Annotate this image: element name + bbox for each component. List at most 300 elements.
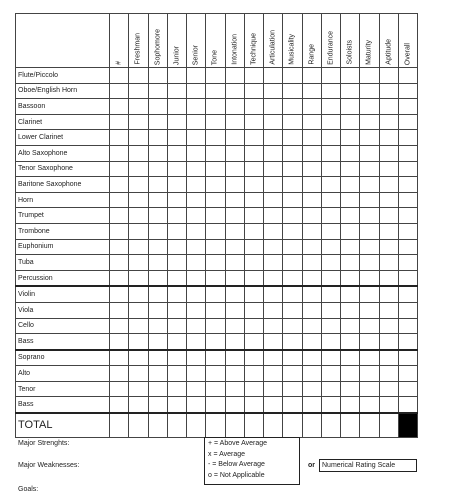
rating-cell[interactable] <box>321 286 340 302</box>
rating-cell[interactable] <box>187 255 206 271</box>
rating-cell[interactable] <box>341 83 360 99</box>
rating-cell[interactable] <box>283 270 302 286</box>
rating-cell[interactable] <box>398 270 417 286</box>
rating-cell[interactable] <box>341 366 360 382</box>
rating-cell[interactable] <box>302 99 321 115</box>
rating-cell[interactable] <box>110 223 129 239</box>
rating-cell[interactable] <box>225 286 244 302</box>
rating-cell[interactable] <box>379 130 398 146</box>
rating-cell[interactable] <box>283 239 302 255</box>
rating-cell[interactable] <box>167 302 186 318</box>
rating-cell[interactable] <box>244 208 263 224</box>
rating-cell[interactable] <box>206 302 225 318</box>
rating-cell[interactable] <box>148 397 167 413</box>
rating-cell[interactable] <box>321 270 340 286</box>
rating-cell[interactable] <box>110 130 129 146</box>
rating-cell[interactable] <box>206 286 225 302</box>
rating-cell[interactable] <box>244 192 263 208</box>
rating-cell[interactable] <box>302 318 321 334</box>
rating-cell[interactable] <box>206 366 225 382</box>
rating-cell[interactable] <box>379 286 398 302</box>
rating-cell[interactable] <box>264 350 283 366</box>
rating-cell[interactable] <box>110 161 129 177</box>
rating-cell[interactable] <box>302 177 321 193</box>
rating-cell[interactable] <box>187 350 206 366</box>
rating-cell[interactable] <box>110 192 129 208</box>
rating-cell[interactable] <box>129 208 148 224</box>
rating-cell[interactable] <box>148 302 167 318</box>
rating-cell[interactable] <box>264 334 283 350</box>
rating-cell[interactable] <box>148 68 167 84</box>
rating-cell[interactable] <box>244 99 263 115</box>
rating-cell[interactable] <box>244 161 263 177</box>
rating-cell[interactable] <box>264 208 283 224</box>
rating-cell[interactable] <box>167 99 186 115</box>
rating-cell[interactable] <box>129 286 148 302</box>
rating-cell[interactable] <box>398 177 417 193</box>
rating-cell[interactable] <box>187 68 206 84</box>
rating-cell[interactable] <box>360 99 379 115</box>
rating-cell[interactable] <box>244 255 263 271</box>
total-cell[interactable] <box>360 413 379 438</box>
rating-cell[interactable] <box>398 334 417 350</box>
rating-cell[interactable] <box>379 114 398 130</box>
rating-cell[interactable] <box>283 318 302 334</box>
rating-cell[interactable] <box>148 255 167 271</box>
rating-cell[interactable] <box>225 223 244 239</box>
rating-cell[interactable] <box>129 397 148 413</box>
rating-cell[interactable] <box>110 255 129 271</box>
rating-cell[interactable] <box>187 177 206 193</box>
rating-cell[interactable] <box>321 223 340 239</box>
rating-cell[interactable] <box>187 99 206 115</box>
total-cell[interactable] <box>321 413 340 438</box>
rating-cell[interactable] <box>110 177 129 193</box>
rating-cell[interactable] <box>187 145 206 161</box>
rating-cell[interactable] <box>379 318 398 334</box>
rating-cell[interactable] <box>225 177 244 193</box>
rating-cell[interactable] <box>206 239 225 255</box>
rating-cell[interactable] <box>360 286 379 302</box>
rating-cell[interactable] <box>167 318 186 334</box>
rating-cell[interactable] <box>398 318 417 334</box>
rating-cell[interactable] <box>264 192 283 208</box>
rating-cell[interactable] <box>283 350 302 366</box>
rating-cell[interactable] <box>398 83 417 99</box>
rating-cell[interactable] <box>129 381 148 397</box>
rating-cell[interactable] <box>341 350 360 366</box>
rating-cell[interactable] <box>206 161 225 177</box>
rating-cell[interactable] <box>148 318 167 334</box>
rating-cell[interactable] <box>206 334 225 350</box>
rating-cell[interactable] <box>379 177 398 193</box>
rating-cell[interactable] <box>167 286 186 302</box>
rating-cell[interactable] <box>148 350 167 366</box>
rating-cell[interactable] <box>341 302 360 318</box>
rating-cell[interactable] <box>398 192 417 208</box>
rating-cell[interactable] <box>283 99 302 115</box>
total-cell[interactable] <box>225 413 244 438</box>
rating-cell[interactable] <box>244 381 263 397</box>
rating-cell[interactable] <box>167 177 186 193</box>
total-cell[interactable] <box>187 413 206 438</box>
rating-cell[interactable] <box>302 145 321 161</box>
rating-cell[interactable] <box>379 270 398 286</box>
rating-cell[interactable] <box>283 83 302 99</box>
rating-cell[interactable] <box>187 239 206 255</box>
rating-cell[interactable] <box>302 397 321 413</box>
rating-cell[interactable] <box>302 114 321 130</box>
rating-cell[interactable] <box>167 83 186 99</box>
rating-cell[interactable] <box>110 239 129 255</box>
rating-cell[interactable] <box>264 161 283 177</box>
rating-cell[interactable] <box>321 99 340 115</box>
rating-cell[interactable] <box>264 223 283 239</box>
rating-cell[interactable] <box>360 381 379 397</box>
rating-cell[interactable] <box>341 255 360 271</box>
rating-cell[interactable] <box>302 255 321 271</box>
rating-cell[interactable] <box>321 334 340 350</box>
rating-cell[interactable] <box>302 130 321 146</box>
rating-cell[interactable] <box>129 130 148 146</box>
rating-cell[interactable] <box>360 145 379 161</box>
rating-cell[interactable] <box>302 286 321 302</box>
rating-cell[interactable] <box>398 223 417 239</box>
rating-cell[interactable] <box>379 83 398 99</box>
rating-cell[interactable] <box>341 397 360 413</box>
rating-cell[interactable] <box>360 318 379 334</box>
rating-cell[interactable] <box>264 366 283 382</box>
rating-cell[interactable] <box>206 270 225 286</box>
rating-cell[interactable] <box>187 208 206 224</box>
rating-cell[interactable] <box>206 223 225 239</box>
rating-cell[interactable] <box>302 381 321 397</box>
rating-cell[interactable] <box>283 302 302 318</box>
rating-cell[interactable] <box>225 302 244 318</box>
rating-cell[interactable] <box>129 192 148 208</box>
rating-cell[interactable] <box>264 239 283 255</box>
rating-cell[interactable] <box>341 177 360 193</box>
rating-cell[interactable] <box>110 83 129 99</box>
rating-cell[interactable] <box>302 366 321 382</box>
rating-cell[interactable] <box>264 255 283 271</box>
rating-cell[interactable] <box>283 366 302 382</box>
rating-cell[interactable] <box>148 223 167 239</box>
rating-cell[interactable] <box>225 255 244 271</box>
rating-cell[interactable] <box>129 114 148 130</box>
rating-cell[interactable] <box>341 223 360 239</box>
rating-cell[interactable] <box>225 114 244 130</box>
rating-cell[interactable] <box>206 114 225 130</box>
rating-cell[interactable] <box>321 381 340 397</box>
rating-cell[interactable] <box>148 161 167 177</box>
rating-cell[interactable] <box>398 161 417 177</box>
rating-cell[interactable] <box>225 99 244 115</box>
rating-cell[interactable] <box>148 177 167 193</box>
rating-cell[interactable] <box>244 318 263 334</box>
rating-cell[interactable] <box>341 334 360 350</box>
rating-cell[interactable] <box>148 192 167 208</box>
rating-cell[interactable] <box>187 130 206 146</box>
rating-cell[interactable] <box>398 397 417 413</box>
rating-cell[interactable] <box>283 161 302 177</box>
rating-cell[interactable] <box>264 286 283 302</box>
rating-cell[interactable] <box>187 286 206 302</box>
rating-cell[interactable] <box>129 255 148 271</box>
rating-cell[interactable] <box>264 397 283 413</box>
rating-cell[interactable] <box>283 114 302 130</box>
rating-cell[interactable] <box>379 192 398 208</box>
rating-cell[interactable] <box>321 350 340 366</box>
rating-cell[interactable] <box>148 270 167 286</box>
rating-cell[interactable] <box>167 239 186 255</box>
rating-cell[interactable] <box>321 239 340 255</box>
rating-cell[interactable] <box>110 302 129 318</box>
rating-cell[interactable] <box>283 381 302 397</box>
rating-cell[interactable] <box>110 99 129 115</box>
rating-cell[interactable] <box>302 223 321 239</box>
rating-cell[interactable] <box>360 223 379 239</box>
rating-cell[interactable] <box>341 130 360 146</box>
total-cell[interactable] <box>206 413 225 438</box>
rating-cell[interactable] <box>341 270 360 286</box>
rating-cell[interactable] <box>225 381 244 397</box>
rating-cell[interactable] <box>110 114 129 130</box>
rating-cell[interactable] <box>283 334 302 350</box>
rating-cell[interactable] <box>321 302 340 318</box>
rating-cell[interactable] <box>129 83 148 99</box>
rating-cell[interactable] <box>360 177 379 193</box>
rating-cell[interactable] <box>283 286 302 302</box>
rating-cell[interactable] <box>129 68 148 84</box>
rating-cell[interactable] <box>225 270 244 286</box>
rating-cell[interactable] <box>129 145 148 161</box>
rating-cell[interactable] <box>129 350 148 366</box>
rating-cell[interactable] <box>244 239 263 255</box>
rating-cell[interactable] <box>283 397 302 413</box>
rating-cell[interactable] <box>302 334 321 350</box>
rating-cell[interactable] <box>110 286 129 302</box>
rating-cell[interactable] <box>206 68 225 84</box>
rating-cell[interactable] <box>341 161 360 177</box>
rating-cell[interactable] <box>187 161 206 177</box>
rating-cell[interactable] <box>302 302 321 318</box>
rating-cell[interactable] <box>321 208 340 224</box>
rating-cell[interactable] <box>264 68 283 84</box>
rating-cell[interactable] <box>321 397 340 413</box>
rating-cell[interactable] <box>244 270 263 286</box>
rating-cell[interactable] <box>206 255 225 271</box>
rating-cell[interactable] <box>167 208 186 224</box>
rating-cell[interactable] <box>379 334 398 350</box>
rating-cell[interactable] <box>129 318 148 334</box>
rating-cell[interactable] <box>398 350 417 366</box>
rating-cell[interactable] <box>379 255 398 271</box>
rating-cell[interactable] <box>110 366 129 382</box>
rating-cell[interactable] <box>264 83 283 99</box>
rating-cell[interactable] <box>379 366 398 382</box>
rating-cell[interactable] <box>360 192 379 208</box>
rating-cell[interactable] <box>360 83 379 99</box>
rating-cell[interactable] <box>341 114 360 130</box>
rating-cell[interactable] <box>148 114 167 130</box>
rating-cell[interactable] <box>360 161 379 177</box>
rating-cell[interactable] <box>398 239 417 255</box>
rating-cell[interactable] <box>341 318 360 334</box>
rating-cell[interactable] <box>321 177 340 193</box>
rating-cell[interactable] <box>129 270 148 286</box>
rating-cell[interactable] <box>206 177 225 193</box>
rating-cell[interactable] <box>225 397 244 413</box>
rating-cell[interactable] <box>379 99 398 115</box>
rating-cell[interactable] <box>110 397 129 413</box>
rating-cell[interactable] <box>244 145 263 161</box>
rating-cell[interactable] <box>225 145 244 161</box>
rating-cell[interactable] <box>341 381 360 397</box>
rating-cell[interactable] <box>341 145 360 161</box>
rating-cell[interactable] <box>283 223 302 239</box>
rating-cell[interactable] <box>398 255 417 271</box>
rating-cell[interactable] <box>360 350 379 366</box>
rating-cell[interactable] <box>321 255 340 271</box>
rating-cell[interactable] <box>398 99 417 115</box>
rating-cell[interactable] <box>167 223 186 239</box>
rating-cell[interactable] <box>167 192 186 208</box>
total-cell[interactable] <box>167 413 186 438</box>
rating-cell[interactable] <box>264 177 283 193</box>
rating-cell[interactable] <box>398 366 417 382</box>
rating-cell[interactable] <box>148 239 167 255</box>
rating-cell[interactable] <box>379 381 398 397</box>
rating-cell[interactable] <box>379 145 398 161</box>
rating-cell[interactable] <box>129 239 148 255</box>
rating-cell[interactable] <box>302 239 321 255</box>
rating-cell[interactable] <box>398 302 417 318</box>
rating-cell[interactable] <box>110 208 129 224</box>
rating-cell[interactable] <box>187 334 206 350</box>
rating-cell[interactable] <box>167 366 186 382</box>
rating-cell[interactable] <box>244 130 263 146</box>
rating-cell[interactable] <box>225 130 244 146</box>
rating-cell[interactable] <box>187 114 206 130</box>
rating-cell[interactable] <box>264 114 283 130</box>
rating-cell[interactable] <box>148 366 167 382</box>
rating-cell[interactable] <box>167 114 186 130</box>
rating-cell[interactable] <box>283 255 302 271</box>
rating-cell[interactable] <box>110 318 129 334</box>
rating-cell[interactable] <box>225 192 244 208</box>
rating-cell[interactable] <box>129 334 148 350</box>
rating-cell[interactable] <box>398 114 417 130</box>
rating-cell[interactable] <box>379 302 398 318</box>
rating-cell[interactable] <box>321 145 340 161</box>
rating-cell[interactable] <box>148 286 167 302</box>
rating-cell[interactable] <box>283 208 302 224</box>
rating-cell[interactable] <box>110 270 129 286</box>
rating-cell[interactable] <box>398 381 417 397</box>
rating-cell[interactable] <box>148 99 167 115</box>
rating-cell[interactable] <box>225 161 244 177</box>
rating-cell[interactable] <box>321 192 340 208</box>
rating-cell[interactable] <box>225 318 244 334</box>
rating-cell[interactable] <box>167 130 186 146</box>
rating-cell[interactable] <box>167 161 186 177</box>
rating-cell[interactable] <box>321 366 340 382</box>
rating-cell[interactable] <box>206 192 225 208</box>
rating-cell[interactable] <box>244 334 263 350</box>
rating-cell[interactable] <box>206 318 225 334</box>
rating-cell[interactable] <box>129 161 148 177</box>
rating-cell[interactable] <box>360 302 379 318</box>
total-cell[interactable] <box>110 413 129 438</box>
rating-cell[interactable] <box>225 208 244 224</box>
rating-cell[interactable] <box>167 350 186 366</box>
rating-cell[interactable] <box>187 302 206 318</box>
rating-cell[interactable] <box>244 397 263 413</box>
rating-cell[interactable] <box>244 223 263 239</box>
rating-cell[interactable] <box>148 145 167 161</box>
rating-cell[interactable] <box>398 130 417 146</box>
total-cell[interactable] <box>148 413 167 438</box>
rating-cell[interactable] <box>302 161 321 177</box>
rating-cell[interactable] <box>341 208 360 224</box>
total-cell[interactable] <box>302 413 321 438</box>
rating-cell[interactable] <box>110 334 129 350</box>
rating-cell[interactable] <box>321 68 340 84</box>
rating-cell[interactable] <box>264 318 283 334</box>
rating-cell[interactable] <box>283 192 302 208</box>
rating-cell[interactable] <box>167 68 186 84</box>
rating-cell[interactable] <box>148 208 167 224</box>
rating-cell[interactable] <box>206 397 225 413</box>
rating-cell[interactable] <box>187 366 206 382</box>
rating-cell[interactable] <box>167 397 186 413</box>
rating-cell[interactable] <box>360 239 379 255</box>
rating-cell[interactable] <box>379 208 398 224</box>
rating-cell[interactable] <box>283 145 302 161</box>
rating-cell[interactable] <box>244 68 263 84</box>
rating-cell[interactable] <box>129 302 148 318</box>
rating-cell[interactable] <box>206 130 225 146</box>
rating-cell[interactable] <box>283 130 302 146</box>
rating-cell[interactable] <box>321 130 340 146</box>
rating-cell[interactable] <box>206 99 225 115</box>
rating-cell[interactable] <box>110 350 129 366</box>
total-cell[interactable] <box>283 413 302 438</box>
rating-cell[interactable] <box>360 270 379 286</box>
rating-cell[interactable] <box>360 208 379 224</box>
rating-cell[interactable] <box>360 130 379 146</box>
rating-cell[interactable] <box>360 255 379 271</box>
rating-cell[interactable] <box>379 239 398 255</box>
total-cell[interactable] <box>264 413 283 438</box>
rating-cell[interactable] <box>379 161 398 177</box>
rating-cell[interactable] <box>225 68 244 84</box>
rating-cell[interactable] <box>341 192 360 208</box>
rating-cell[interactable] <box>321 83 340 99</box>
rating-cell[interactable] <box>244 286 263 302</box>
rating-cell[interactable] <box>244 114 263 130</box>
total-cell[interactable] <box>129 413 148 438</box>
rating-cell[interactable] <box>379 397 398 413</box>
rating-cell[interactable] <box>187 381 206 397</box>
rating-cell[interactable] <box>379 350 398 366</box>
rating-cell[interactable] <box>398 145 417 161</box>
rating-cell[interactable] <box>264 381 283 397</box>
rating-cell[interactable] <box>110 68 129 84</box>
rating-cell[interactable] <box>341 99 360 115</box>
rating-cell[interactable] <box>302 208 321 224</box>
